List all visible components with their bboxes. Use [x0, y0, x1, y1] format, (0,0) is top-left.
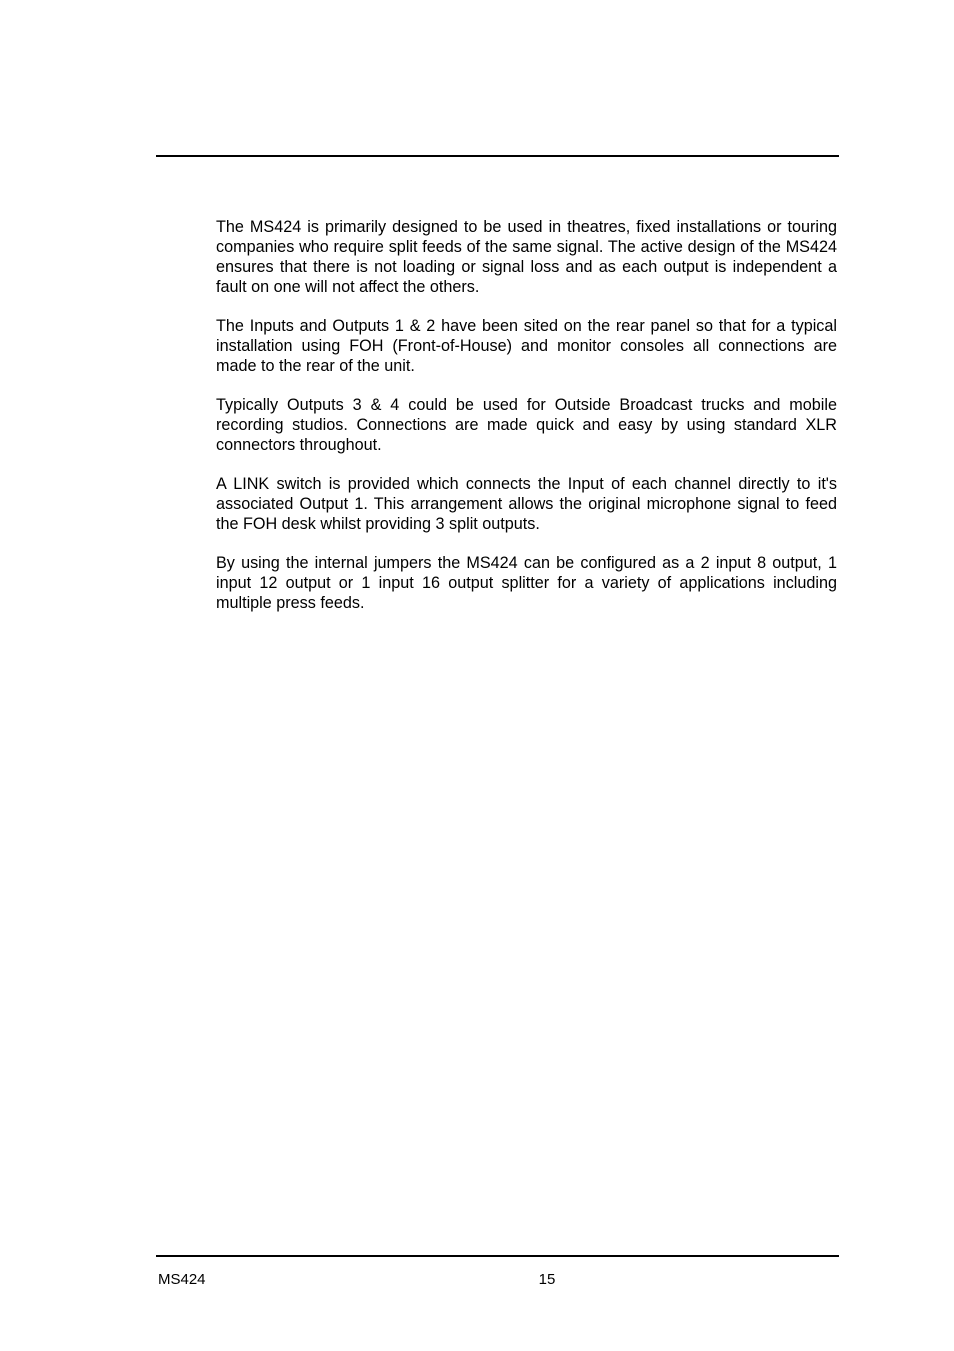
paragraph-outputs: Typically Outputs 3 & 4 could be used for Outside Broadcast trucks and mobile recording studios. Connections are made quick and easy by using standard XLR connectors throughout.	[216, 396, 837, 454]
footer-product-name: MS424	[158, 1271, 206, 1288]
paragraph-jumpers: By using the internal jumpers the MS424 can be configured as a 2 input 8 output, 1 input 12 output or 1 input 16 output splitter for a variety of applications including multiple press feeds.	[216, 554, 837, 612]
footer-rule	[156, 1255, 839, 1257]
header-rule	[156, 155, 839, 157]
paragraph-link-switch: A LINK switch is provided which connects the Input of each channel directly to it's associated Output 1. This arrangement allows the original microphone signal to feed the FOH desk whilst providing 3 split outputs.	[216, 475, 837, 533]
footer-page-number: 15	[538, 1271, 556, 1288]
paragraph-intro: The MS424 is primarily designed to be used in theatres, fixed installations or touring companies who require split feeds of the same signal. The active design of the MS424 ensures that there is not loading or signal loss and as each output is independent a fault on one will not affect the others.	[216, 218, 837, 296]
body-text	[216, 217, 837, 632]
paragraph-rear-panel: The Inputs and Outputs 1 & 2 have been sited on the rear panel so that for a typical installation using FOH (Front-of-House) and monitor consoles all connections are made to the rear of the unit.	[216, 317, 837, 375]
